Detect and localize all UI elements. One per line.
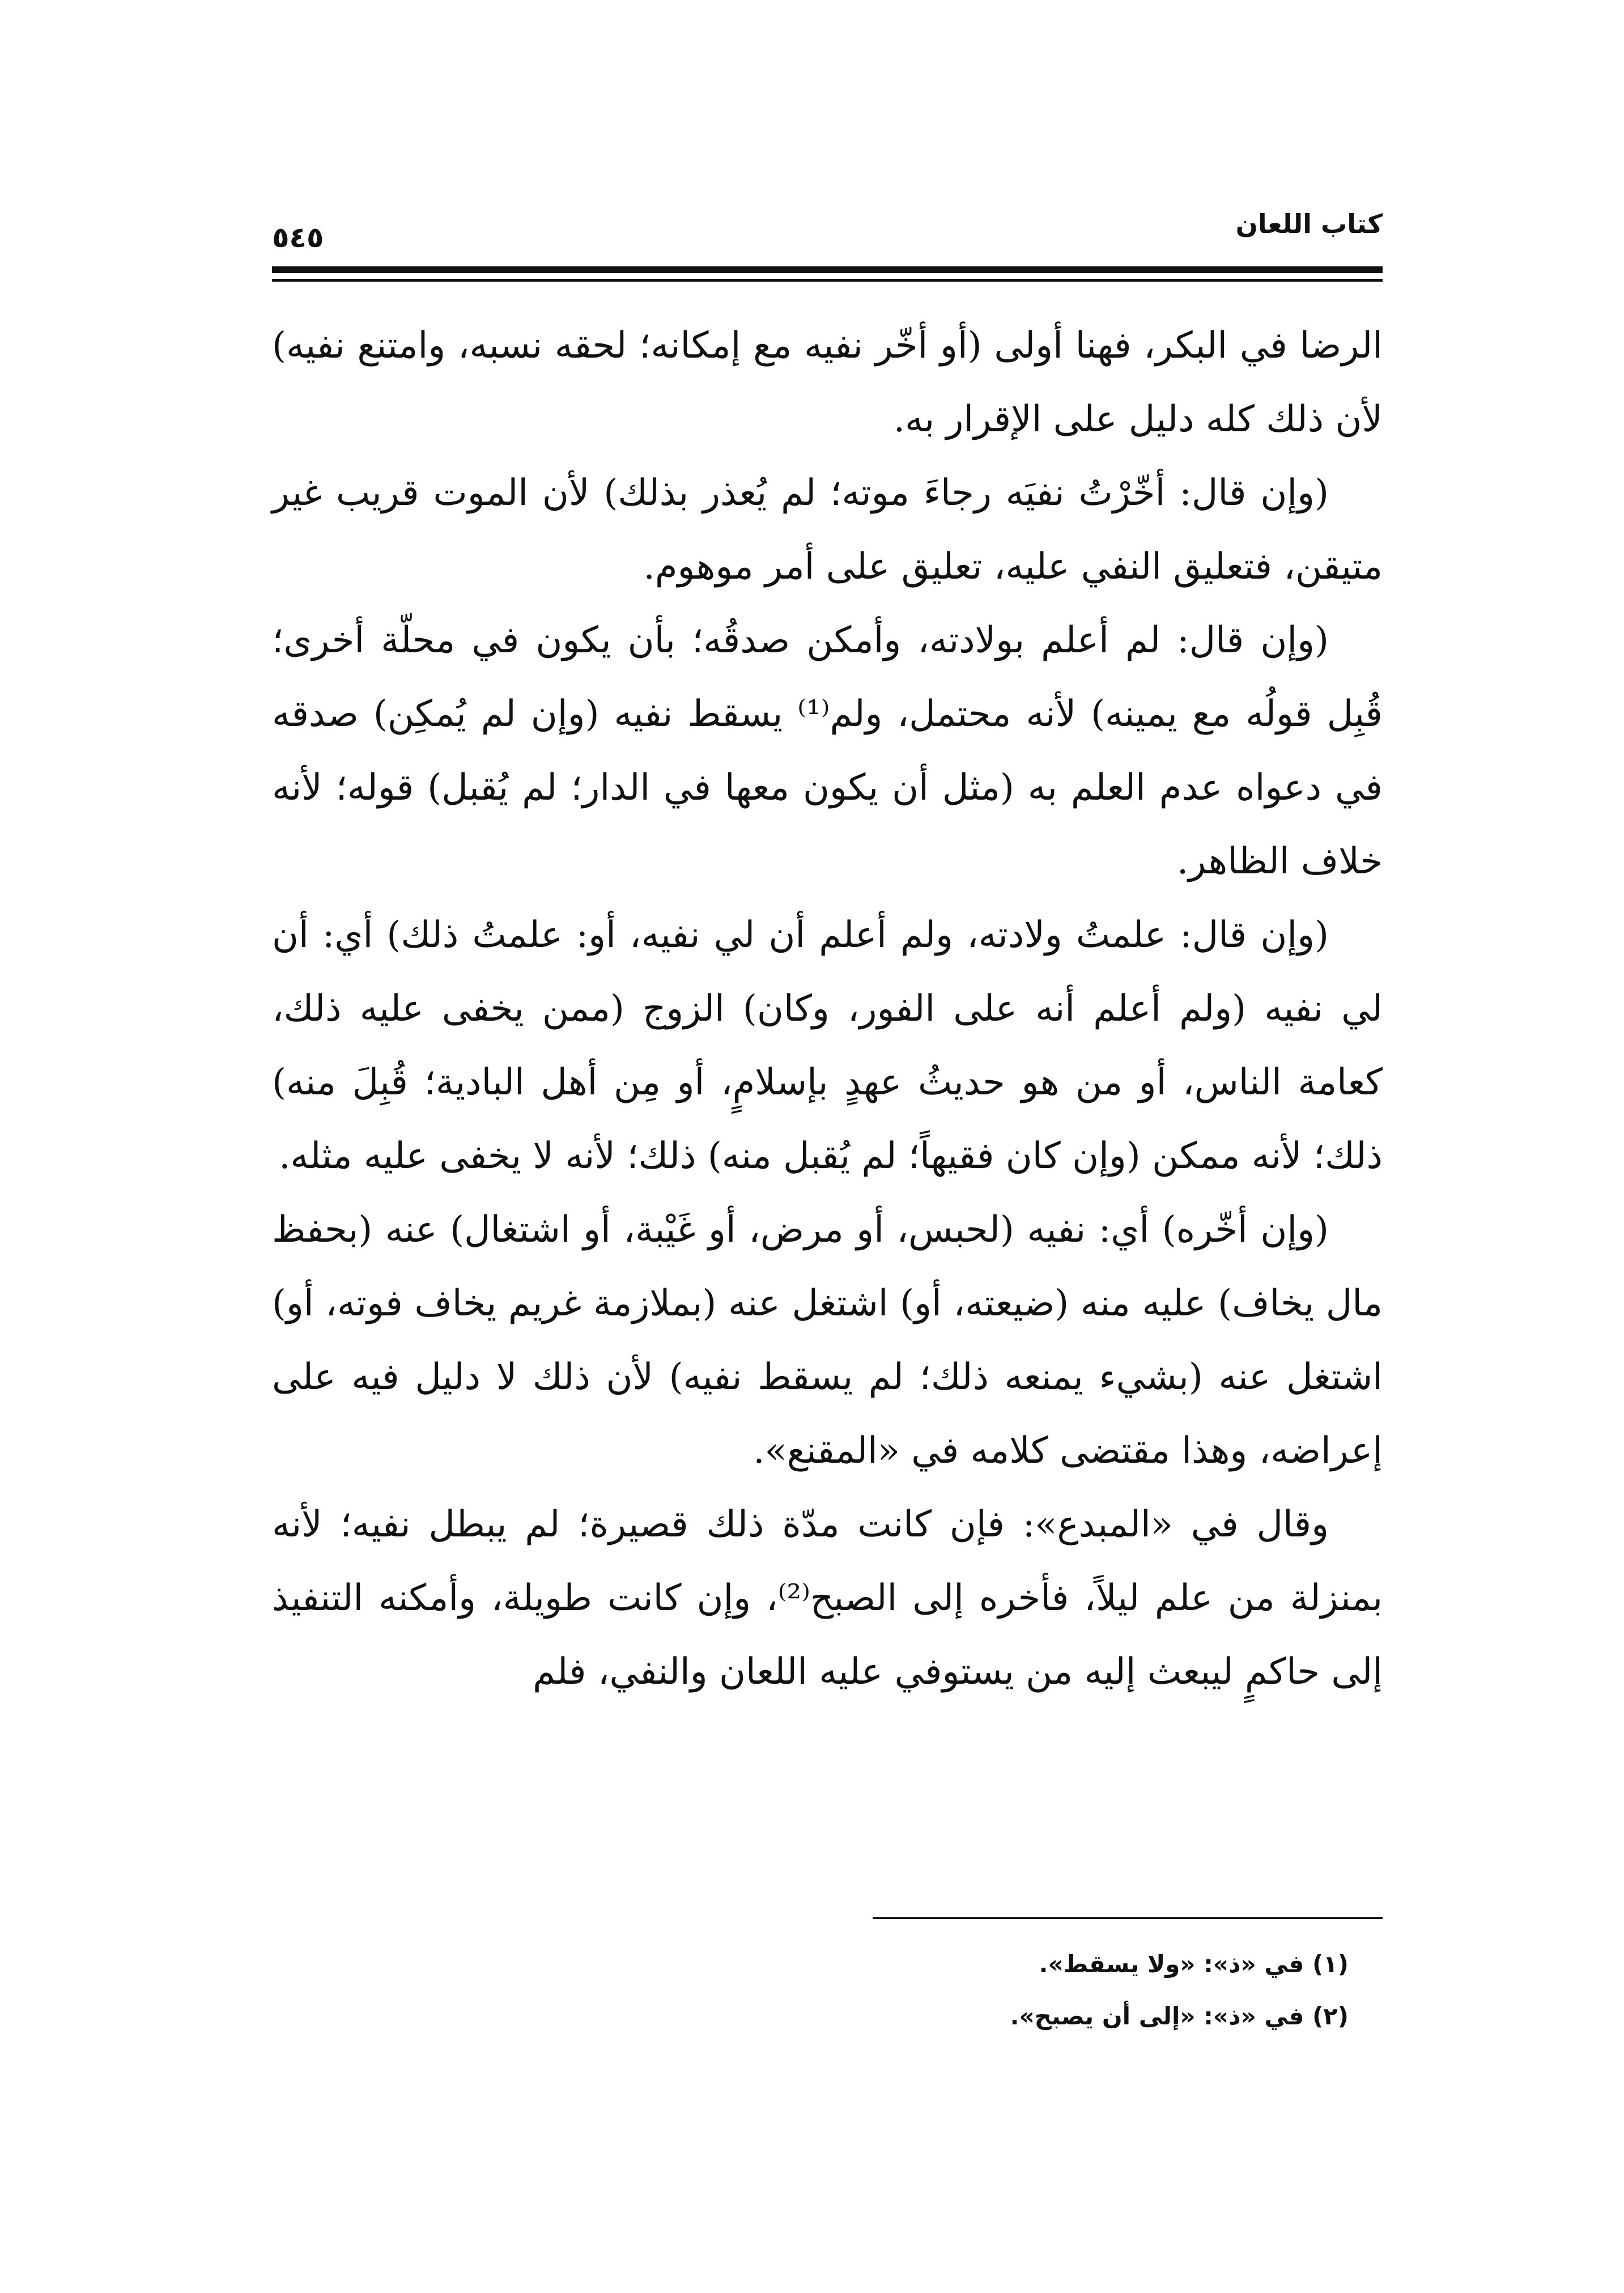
page-number: ٥٤٥ [272, 221, 324, 254]
paragraph-1: الرضا في البكر، فهنا أولى (أو أخّر نفيه مع إمكانه؛ لحقه نسبه، وامتنع نفيه) لأن ذلك كله دليل على الإقرار به. [272, 325, 1383, 440]
paragraph-3: (وإن قال: لم أعلم بولادته، وأمكن صدقُه؛ بأن يكون في محلّة أخرى؛ قُبِل قولُه مع يمينه) لأنه محتمل، ولم⁽¹⁾ يسقط نفيه (وإن لم يُمكِن) صدقه في دعواه عدم العلم به (مثل أن يكون معها في الدار؛ لم يُقبل) قوله؛ لأنه خلاف الظاهر. [272, 619, 1383, 882]
paragraph-4: (وإن قال: علمتُ ولادته، ولم أعلم أن لي نفيه، أو: علمتُ ذلك) أي: أن لي نفيه (ولم أعلم أنه على الفور، وكان) الزوج (ممن يخفى عليه ذلك، كعامة الناس، أو من هو حديثُ عهدٍ بإسلامٍ، أو مِن أهل البادية؛ قُبِلَ منه) ذلك؛ لأنه ممكن (وإن كان فقيهاً؛ لم يُقبل منه) ذلك؛ لأنه لا يخفى عليه مثله. [272, 914, 1383, 1177]
body-text [272, 309, 1383, 1709]
paragraph-5: (وإن أخّره) أي: نفيه (لحبس، أو مرض، أو غَيْبة، أو اشتغال) عنه (بحفظ مال يخاف) عليه منه (ضيعته، أو) اشتغل عنه (بملازمة غريم يخاف فوته، أو) اشتغل عنه (بشيء يمنعه ذلك؛ لم يسقط نفيه) لأن ذلك لا دليل فيه على إعراضه، وهذا مقتضى كلامه في «المقنع». [272, 1209, 1383, 1472]
footnote-1: (١) في «ذ»: «ولا يسقط». [1039, 1950, 1349, 1978]
header-rule-thick [272, 266, 1383, 273]
header-rule-thin [272, 279, 1383, 282]
paragraph-2: (وإن قال: أخّرْتُ نفيَه رجاءَ موته؛ لم يُعذر بذلك) لأن الموت قريب غير متيقن، فتعليق النفي عليه، تعليق على أمر موهوم. [272, 472, 1383, 588]
chapter-title: كتاب اللعان [1235, 209, 1383, 239]
footnotes [272, 1938, 1383, 2043]
footnote-2: (٢) في «ذ»: «إلى أن يصبح». [1010, 2002, 1349, 2030]
page-header [272, 204, 1383, 264]
paragraph-6: وقال في «المبدع»: فإن كانت مدّة ذلك قصيرة؛ لم يبطل نفيه؛ لأنه بمنزلة من علم ليلاً، فأخره إلى الصبح⁽²⁾، وإن كانت طويلة، وأمكنه التنفيذ إلى حاكمٍ ليبعث إليه من يستوفي عليه اللعان والنفي، فلم [272, 1504, 1383, 1693]
footnote-separator [873, 1917, 1383, 1919]
